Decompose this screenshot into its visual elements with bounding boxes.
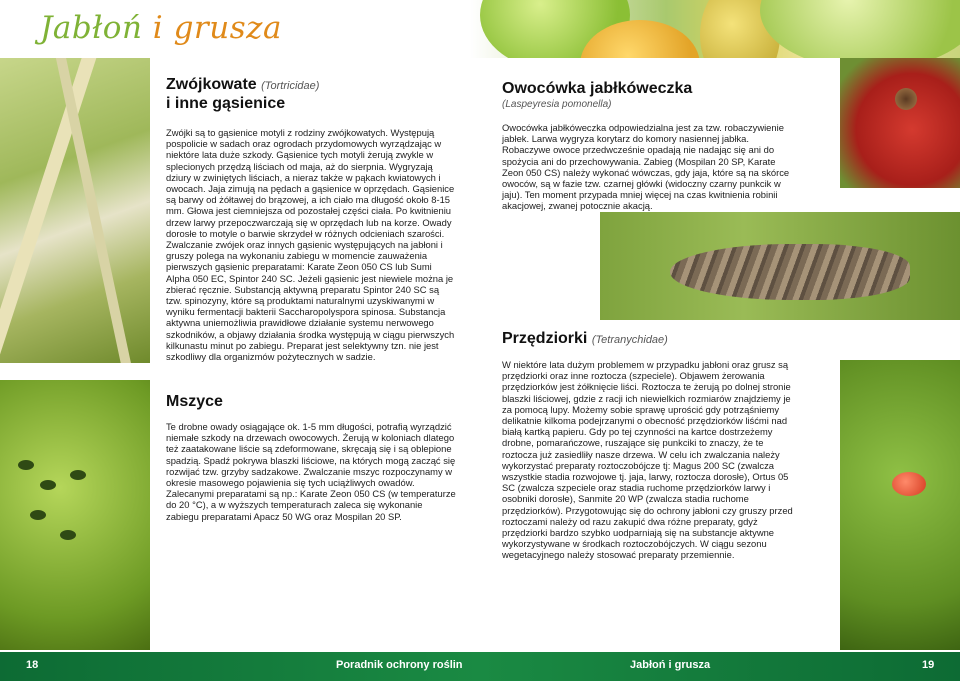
aphid-shape — [60, 530, 76, 540]
title-text-line2: i inne gąsienice — [166, 95, 286, 112]
aphids-on-leaf-photo — [0, 380, 150, 650]
aphid-shape — [40, 480, 56, 490]
mite-shape — [892, 472, 926, 496]
brand-title-conjunction: i — [152, 10, 164, 46]
green-apple-shape-2 — [760, 0, 960, 58]
aphid-shape — [30, 510, 46, 520]
section-tortricidae — [166, 76, 456, 362]
aphid-shape — [18, 460, 34, 470]
section-mites — [502, 330, 797, 561]
rolled-leaves-photo — [0, 58, 150, 363]
section-body-codling-moth: Owocówka jabłkóweczka odpowiedzialna jest za tzw. robaczywienie jabłek. Larwa wygryza korytarz do komory nasiennej jabłka. Robaczywe owoce przedwcześnie opadają nie nadając się ani do spożycia ani do przechowywania. Zabieg (Mospilan 20 SP, Karate Zeon 050 CS) należy wykonać wówczas, gdy jaja, które są na skórce owoców, są w fazie tzw. czarnej główki (widoczny czarny punkcik w jaju). Ten moment przypada mniej więcej na czas kwitnienia robinii akacjowej, zwanej potocznie akacją. — [502, 122, 790, 212]
section-body-aphids: Te drobne owady osiągające ok. 1-5 mm długości, potrafią wyrządzić niemałe szkody na drzewach owocowych. Żerują w koloniach dlatego też zaatakowane liście są zdeformowane, skręcają się i są oblepione spadzią. Spadź pokrywa blaszki liściowe, na których mogą zacząć się rozwijać tzw. grzyby sadzakowe. Zwalczanie mszyc rozpoczynamy w okresie masowego pojawienia się tych uciążliwych owadów. Zalecanymi preparatami są np.: Karate Zeon 050 CS (w temperaturze do 20 °C), a w wyższych temperaturach zaleca się wykonanie zabiegu preparatami Apacz 50 WG oraz Mospilan 20 SP. — [166, 421, 456, 522]
moth-wing-shape — [670, 244, 910, 300]
section-body-tortricidae: Zwójki są to gąsienice motyli z rodziny zwójkowatych. Występują pospolicie w sadach oraz ogrodach przydomowych wyrządzając w niektóre lata duże szkody. Gąsienice tych motyli żerują zwykle w splecionych przędzą liściach od maja, aż do sierpnia. Wygryzają dziury w zwiniętych liściach, a nieraz także w pąkach kwiatowych i owocach. Jaja zimują na pędach a gąsienice w oprzędach. Gąsienice są barwy od żółtawej do brązowej, a ich ciało ma długość około 8-15 mm. Głowa jest ciemniejsza od pozostałej części ciała. Po kwitnieniu drzew larwy przepoczwarczają się w oprzędach lub na korze. Owady dorosłe to motyle o barwie skrzydeł w różnych odcieniach szarości. Zwalczanie zwójek oraz innych gąsienic występujących na jabłoni i gruszy polega na wykonaniu zabiegu w momencie zauważenia pierwszych gąsienic preparatami: Karate Zeon 050 CS lub Sumi Alpha 050 EC, Spintor 240 SC. Jeżeli gąsienic jest niewiele można je zbierać ręcznie. Substancją aktywną preparatu Spintor 240 SC są tzw. spinozyny, które są produktami naturalnymi uzyskiwanymi w wyniku fermentacji bakterii Saccharopolyspora spinosa. Substancja aktywna uniemożliwia prawidłowe działanie systemu nerwowego szkodników, a objawy działania środka występują w ciągu pierwszych kilkunastu minut po zabiegu. Preparat jest selektywny tzn. nie jest szkodliwy dla organizmów pożytecznych w sadzie. — [166, 127, 455, 363]
page-footer — [0, 652, 960, 681]
section-title-tortricidae — [166, 76, 456, 113]
brand-title-part1: Jabłoń — [40, 10, 143, 46]
latin-name: (Laspeyresia pomonella) — [502, 99, 612, 110]
page-number-left: 18 — [26, 659, 39, 671]
fruit-banner-image — [470, 0, 960, 58]
brand-title-part2: grusza — [173, 10, 282, 46]
brand-title — [40, 10, 282, 46]
footer-title-right: Jabłoń i grusza — [630, 659, 711, 671]
title-text: Przędziorki — [502, 330, 588, 347]
spider-mite-photo — [840, 360, 960, 650]
section-body-mites: W niektóre lata dużym problemem w przypadku jabłoni oraz grusz są przędziorki oraz inne roztocza (szpeciele). Objawem żerowania przędziorków jest żółknięcie liści. Roztocza te żerują po dolnej stronie blaszki liściowej, gdzie z racji ich niewielkich rozmiarów znajdziemy je za pomocą lupy. Możemy sobie sprawę uprościć gdy potrząśniemy delikatnie kilkoma podejrzanymi o obecność przędziorków liśćmi nad białą kartką papieru. Gdy po tej czynności na kartce dostrzeżemy drobne, pomarańczowe, ruszające się punkciki to znaczy, że te roztocza już zasiedliły nasze drzewa. W celu ich zwalczania należy wykorzystać preparaty roztoczobójcze tj: Magus 200 SC (zwalcza wszystkie stadia rozwojowe tj. jaja, larwy, roztocza dorosłe), Ortus 05 SC (zwalcza szpeciele oraz stadia ruchome przędziorków larwy i osobniki dorosłe), Sanmite 20 WP (zwalcza stadia ruchome przędziorków). Przygotowując się do ochrony jabłoni czy gruszy przed roztoczami należy od razu zakupić dwa różne preparaty, gdyż przędziorki bardzo szybko uodparniają się na substancje aktywne wykorzystywane w środkach roztoczobójczych. W ciągu sezonu wegetacyjnego należy stosować preparaty przemiennie. — [502, 359, 793, 561]
page-number-right: 19 — [922, 659, 935, 671]
codling-moth-photo — [600, 212, 960, 320]
leaf-rib — [53, 58, 138, 363]
latin-name: (Tetranychidae) — [591, 334, 668, 346]
section-title-aphids: Mszyce — [166, 393, 223, 410]
damaged-apple-photo — [840, 58, 960, 188]
aphid-shape — [70, 470, 86, 480]
section-title-codling-moth: Owocówka jabłkóweczka — [502, 80, 693, 97]
latin-name: (Tortricidae) — [261, 80, 320, 92]
section-aphids — [166, 393, 456, 522]
title-text: Zwójkowate — [166, 76, 257, 93]
footer-title-left: Poradnik ochrony roślin — [336, 659, 463, 671]
section-title-mites — [502, 330, 797, 349]
larva-hole-shape — [895, 88, 917, 110]
section-codling-moth — [502, 80, 797, 212]
leaf-rib — [0, 58, 99, 363]
